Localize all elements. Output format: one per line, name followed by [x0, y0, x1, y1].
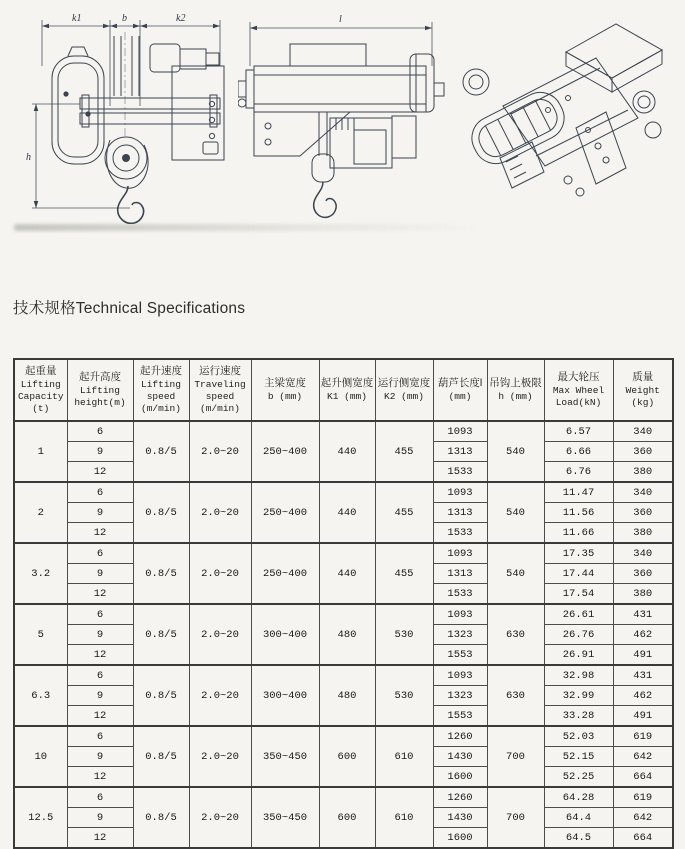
- cell-weight: 340: [613, 543, 673, 564]
- cell-capacity: 5: [14, 604, 67, 665]
- cell-traveling-speed: 2.0~20: [189, 543, 251, 604]
- cell-weight: 462: [613, 686, 673, 706]
- cell-lifting-speed: 0.8/5: [133, 482, 189, 543]
- cell-max-wheel: 17.54: [544, 584, 613, 605]
- cell-length: 1430: [433, 747, 487, 767]
- cell-k2: 530: [375, 604, 433, 665]
- cell-length: 1553: [433, 645, 487, 666]
- cell-height: 6: [67, 421, 133, 442]
- dim-label-k1: k1: [72, 13, 82, 24]
- column-header: 起升高度 Lifting height(m): [67, 359, 133, 421]
- cell-capacity: 2: [14, 482, 67, 543]
- column-header: 起升速度 Lifting speed (m/min): [133, 359, 189, 421]
- cell-k2: 610: [375, 787, 433, 848]
- cell-max-wheel: 33.28: [544, 706, 613, 727]
- table-row: [14, 787, 673, 808]
- cell-traveling-speed: 2.0~20: [189, 604, 251, 665]
- cell-weight: 431: [613, 665, 673, 686]
- cell-hook-limit: 700: [487, 787, 544, 848]
- cell-max-wheel: 6.76: [544, 462, 613, 483]
- column-header: 质量 Weight (kg): [613, 359, 673, 421]
- cell-traveling-speed: 2.0~20: [189, 482, 251, 543]
- cell-height: 12: [67, 462, 133, 483]
- drawings-strip: [0, 0, 685, 232]
- cell-height: 9: [67, 747, 133, 767]
- cell-weight: 642: [613, 747, 673, 767]
- cell-length: 1093: [433, 665, 487, 686]
- cell-length: 1553: [433, 706, 487, 727]
- cell-hook-limit: 540: [487, 421, 544, 482]
- table-row: [14, 543, 673, 564]
- cell-max-wheel: 64.4: [544, 808, 613, 828]
- cell-height: 6: [67, 726, 133, 747]
- cell-capacity: 1: [14, 421, 67, 482]
- cell-lifting-speed: 0.8/5: [133, 543, 189, 604]
- cell-weight: 360: [613, 442, 673, 462]
- cell-weight: 340: [613, 421, 673, 442]
- cell-beam-width: 250~400: [251, 421, 319, 482]
- cell-length: 1533: [433, 584, 487, 605]
- cell-k1: 480: [319, 665, 375, 726]
- cell-max-wheel: 17.44: [544, 564, 613, 584]
- cell-height: 9: [67, 686, 133, 706]
- column-header: 吊钩上极限 h (mm): [487, 359, 544, 421]
- dim-label-k2: k2: [176, 13, 186, 24]
- column-header: 葫芦长度l (mm): [433, 359, 487, 421]
- cell-beam-width: 350~450: [251, 726, 319, 787]
- cell-height: 12: [67, 584, 133, 605]
- cell-hook-limit: 540: [487, 482, 544, 543]
- cell-max-wheel: 26.91: [544, 645, 613, 666]
- cell-max-wheel: 6.57: [544, 421, 613, 442]
- cell-weight: 380: [613, 523, 673, 544]
- cell-k1: 440: [319, 421, 375, 482]
- cell-weight: 664: [613, 767, 673, 788]
- table-row: [14, 604, 673, 625]
- cell-weight: 619: [613, 787, 673, 808]
- cell-k2: 455: [375, 482, 433, 543]
- cell-max-wheel: 11.47: [544, 482, 613, 503]
- cell-k2: 610: [375, 726, 433, 787]
- cell-k1: 440: [319, 543, 375, 604]
- cell-height: 9: [67, 625, 133, 645]
- page-title: 技术规格Technical Specifications: [13, 300, 246, 317]
- column-header: 最大轮压 Max Wheel Load(kN): [544, 359, 613, 421]
- cell-weight: 642: [613, 808, 673, 828]
- cell-max-wheel: 11.56: [544, 503, 613, 523]
- table-row: [14, 421, 673, 442]
- cell-length: 1323: [433, 686, 487, 706]
- cell-height: 6: [67, 604, 133, 625]
- cell-weight: 664: [613, 828, 673, 849]
- cell-length: 1093: [433, 421, 487, 442]
- cell-beam-width: 250~400: [251, 482, 319, 543]
- cell-capacity: 12.5: [14, 787, 67, 848]
- cell-max-wheel: 26.76: [544, 625, 613, 645]
- cell-weight: 340: [613, 482, 673, 503]
- cell-hook-limit: 630: [487, 604, 544, 665]
- cell-lifting-speed: 0.8/5: [133, 787, 189, 848]
- cell-max-wheel: 11.66: [544, 523, 613, 544]
- cell-height: 6: [67, 543, 133, 564]
- cell-length: 1533: [433, 523, 487, 544]
- cell-length: 1600: [433, 828, 487, 849]
- cell-traveling-speed: 2.0~20: [189, 665, 251, 726]
- cell-max-wheel: 6.66: [544, 442, 613, 462]
- cell-height: 12: [67, 523, 133, 544]
- cell-length: 1323: [433, 625, 487, 645]
- cell-capacity: 6.3: [14, 665, 67, 726]
- cell-length: 1093: [433, 604, 487, 625]
- cell-weight: 380: [613, 462, 673, 483]
- cell-weight: 491: [613, 706, 673, 727]
- column-header: 运行侧宽度 K2 (mm): [375, 359, 433, 421]
- cell-beam-width: 250~400: [251, 543, 319, 604]
- table-row: [14, 726, 673, 747]
- cell-max-wheel: 52.03: [544, 726, 613, 747]
- cell-weight: 360: [613, 564, 673, 584]
- cell-k2: 455: [375, 421, 433, 482]
- cell-height: 12: [67, 645, 133, 666]
- table-row: [14, 665, 673, 686]
- cell-height: 12: [67, 706, 133, 727]
- cell-height: 9: [67, 564, 133, 584]
- cell-height: 6: [67, 665, 133, 686]
- cell-weight: 462: [613, 625, 673, 645]
- cell-height: 12: [67, 767, 133, 788]
- cell-hook-limit: 700: [487, 726, 544, 787]
- cell-max-wheel: 32.98: [544, 665, 613, 686]
- side-view-drawing: [238, 6, 445, 224]
- cell-weight: 491: [613, 645, 673, 666]
- cell-weight: 619: [613, 726, 673, 747]
- column-header: 起升侧宽度 K1 (mm): [319, 359, 375, 421]
- cell-weight: 360: [613, 503, 673, 523]
- cell-weight: 431: [613, 604, 673, 625]
- scan-artifact: [14, 224, 484, 231]
- front-view-drawing: [22, 6, 237, 224]
- dim-label-h: h: [26, 152, 31, 163]
- column-header: 起重量 Lifting Capacity (t): [14, 359, 67, 421]
- cell-height: 9: [67, 442, 133, 462]
- dim-label-b: b: [122, 13, 127, 24]
- iso-view-drawing: [448, 10, 678, 222]
- cell-lifting-speed: 0.8/5: [133, 604, 189, 665]
- cell-max-wheel: 52.15: [544, 747, 613, 767]
- cell-k2: 530: [375, 665, 433, 726]
- table-header-row: [14, 359, 673, 421]
- cell-beam-width: 300~400: [251, 665, 319, 726]
- cell-k2: 455: [375, 543, 433, 604]
- cell-length: 1313: [433, 503, 487, 523]
- cell-lifting-speed: 0.8/5: [133, 421, 189, 482]
- cell-traveling-speed: 2.0~20: [189, 421, 251, 482]
- cell-max-wheel: 64.5: [544, 828, 613, 849]
- dim-label-l: l: [339, 14, 342, 25]
- cell-length: 1313: [433, 442, 487, 462]
- cell-height: 12: [67, 828, 133, 849]
- cell-beam-width: 350~450: [251, 787, 319, 848]
- cell-height: 6: [67, 787, 133, 808]
- cell-height: 9: [67, 808, 133, 828]
- cell-length: 1533: [433, 462, 487, 483]
- table-row: [14, 482, 673, 503]
- cell-k1: 600: [319, 726, 375, 787]
- cell-max-wheel: 64.28: [544, 787, 613, 808]
- cell-traveling-speed: 2.0~20: [189, 787, 251, 848]
- cell-hook-limit: 540: [487, 543, 544, 604]
- cell-k1: 600: [319, 787, 375, 848]
- spec-table: [13, 358, 674, 849]
- cell-length: 1600: [433, 767, 487, 788]
- cell-weight: 380: [613, 584, 673, 605]
- cell-length: 1430: [433, 808, 487, 828]
- column-header: 主梁宽度 b (mm): [251, 359, 319, 421]
- cell-capacity: 3.2: [14, 543, 67, 604]
- cell-max-wheel: 52.25: [544, 767, 613, 788]
- cell-length: 1093: [433, 482, 487, 503]
- column-header: 运行速度 Traveling speed (m/min): [189, 359, 251, 421]
- cell-height: 6: [67, 482, 133, 503]
- cell-max-wheel: 26.61: [544, 604, 613, 625]
- cell-length: 1093: [433, 543, 487, 564]
- table-body: [14, 421, 673, 848]
- cell-capacity: 10: [14, 726, 67, 787]
- cell-length: 1313: [433, 564, 487, 584]
- cell-max-wheel: 32.99: [544, 686, 613, 706]
- cell-length: 1260: [433, 726, 487, 747]
- cell-traveling-speed: 2.0~20: [189, 726, 251, 787]
- cell-beam-width: 300~400: [251, 604, 319, 665]
- cell-lifting-speed: 0.8/5: [133, 665, 189, 726]
- cell-k1: 480: [319, 604, 375, 665]
- cell-lifting-speed: 0.8/5: [133, 726, 189, 787]
- cell-max-wheel: 17.35: [544, 543, 613, 564]
- cell-height: 9: [67, 503, 133, 523]
- cell-hook-limit: 630: [487, 665, 544, 726]
- cell-length: 1260: [433, 787, 487, 808]
- cell-k1: 440: [319, 482, 375, 543]
